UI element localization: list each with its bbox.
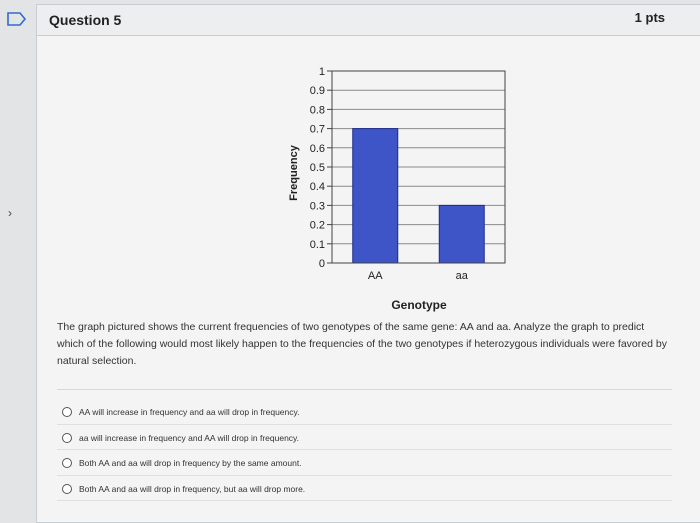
y-tick-label: 0.5 [309, 162, 325, 174]
answer-option-1[interactable] [57, 399, 672, 425]
y-tick-label: 0.2 [309, 219, 325, 232]
x-tick-label: aa [455, 270, 468, 282]
chart-bars [353, 129, 484, 263]
question-header [37, 5, 700, 36]
bar-AA [353, 129, 398, 263]
answer-option-2[interactable] [57, 425, 672, 451]
x-tick-labels [368, 270, 469, 282]
radio-button[interactable] [62, 458, 72, 468]
frequency-bar-chart [237, 55, 517, 317]
x-axis-label: Genotype [391, 298, 447, 312]
y-axis-label: Frequency [288, 145, 300, 201]
radio-button[interactable] [62, 407, 72, 417]
y-tick-label: 0.7 [309, 123, 325, 136]
answer-label: aa will increase in frequency and AA will drop in frequency. [79, 432, 300, 443]
question-card [36, 4, 700, 523]
y-tick-label: 0.4 [309, 181, 325, 194]
answer-option-4[interactable] [57, 476, 672, 502]
y-tick-label: 1 [318, 66, 325, 78]
y-tick-label: 0.9 [309, 85, 325, 98]
y-tick-label: 0.6 [309, 142, 325, 155]
divider [57, 389, 672, 390]
y-tick-label: 0.3 [309, 200, 325, 213]
question-points: 1 pts [634, 10, 665, 25]
answer-label: Both AA and aa will drop in frequency, but aa will drop more. [79, 483, 306, 494]
question-text: The graph pictured shows the current frequencies of two genotypes of the same gene: AA and aa. Analyze the graph to predict which of the following would most likely happen to the frequencies of the two genotypes if heterozygous individuals were favored by natural selection. [57, 321, 667, 367]
answer-option-3[interactable] [57, 450, 672, 476]
radio-button[interactable] [62, 433, 72, 443]
y-tick-label: 0 [318, 258, 325, 270]
y-tick-label: 0.8 [309, 104, 325, 117]
question-title: Question 5 [49, 12, 122, 28]
answer-label: Both AA and aa will drop in frequency by the same amount. [79, 458, 302, 468]
radio-button[interactable] [62, 484, 72, 494]
chevron-right-icon[interactable]: › [8, 206, 12, 220]
x-tick-label: AA [367, 270, 383, 282]
answer-label: AA will increase in frequency and aa will drop in frequency. [79, 407, 300, 417]
answer-list [57, 399, 672, 501]
bar-aa [439, 205, 484, 263]
bookmark-flag-icon[interactable] [6, 10, 28, 28]
y-tick-labels [310, 66, 325, 270]
y-tick-label: 0.1 [309, 238, 325, 251]
